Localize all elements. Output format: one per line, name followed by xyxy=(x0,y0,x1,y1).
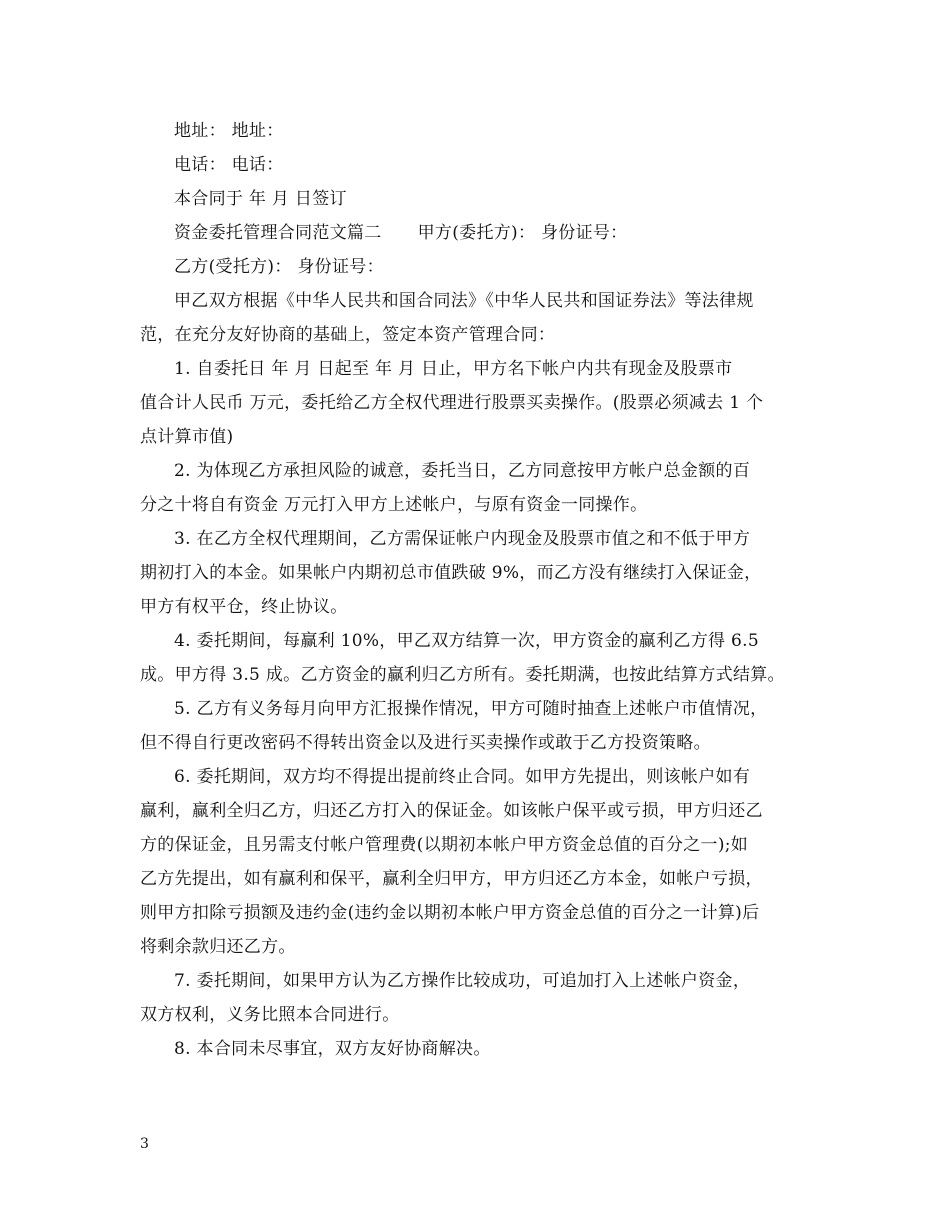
clause-6-line-4: 乙方先提出，如有赢利和保平，赢利全归甲方，甲方归还乙方本金，如帐户亏损， xyxy=(140,869,763,889)
clause-3-line-1: 3. 在乙方全权代理期间，乙方需保证帐户内现金及股票市值之和不低于甲方 xyxy=(174,529,751,549)
section-title-line xyxy=(140,216,812,250)
clause-3-line-2: 期初打入的本金。如果帐户内期初总市值跌破 9%，而乙方没有继续打入保证金， xyxy=(140,563,762,583)
clause-5-line-1: 5. 乙方有义务每月向甲方汇报操作情况，甲方可随时抽查上述帐户市值情况， xyxy=(174,699,768,719)
party-a-label: 甲方(委托方)： 身份证号： xyxy=(417,223,628,243)
clause-1-line-3: 点计算市值) xyxy=(140,427,234,447)
clause-8-line-1: 8. 本合同未尽事宜，双方友好协商解决。 xyxy=(174,1039,491,1059)
clause-6-line-5: 则甲方扣除亏损额及违约金(违约金以期初本帐户甲方资金总值的百分之一计算)后 xyxy=(140,903,760,923)
intro-line-1: 甲乙双方根据《中华人民共和国合同法》《中华人民共和国证券法》等法律规 xyxy=(174,291,754,311)
clause-6-line-1: 6. 委托期间，双方均不得提出提前终止合同。如甲方先提出，则该帐户如有 xyxy=(174,767,751,787)
phone-line: 电话： 电话： xyxy=(174,155,284,175)
clause-7-line-1: 7. 委托期间，如果甲方认为乙方操作比较成功，可追加打入上述帐户资金， xyxy=(174,971,751,991)
clause-6-line-2: 赢利，赢利全归乙方，归还乙方打入的保证金。如该帐户保平或亏损，甲方归还乙 xyxy=(140,801,763,821)
page-number: 3 xyxy=(140,1136,149,1152)
address-line: 地址： 地址： xyxy=(174,121,284,141)
clause-3-line-3: 甲方有权平仓，终止协议。 xyxy=(140,597,348,617)
clause-1-line-2: 值合计人民币 万元，委托给乙方全权代理进行股票买卖操作。(股票必须减去 1 个 xyxy=(140,393,764,413)
signed-date-line: 本合同于 年 月 日签订 xyxy=(174,189,347,209)
section-title: 资金委托管理合同范文篇二 xyxy=(174,223,382,243)
clause-1-line-1: 1. 自委托日 年 月 日起至 年 月 日止，甲方名下帐户内共有现金及股票市 xyxy=(174,359,733,379)
clause-7-line-2: 双方权利，义务比照本合同进行。 xyxy=(140,1005,400,1025)
clause-6-line-3: 方的保证金，且另需支付帐户管理费(以期初本帐户甲方资金总值的百分之一);如 xyxy=(140,835,749,855)
intro-line-2: 范，在充分友好协商的基础上，签定本资产管理合同： xyxy=(140,325,556,345)
clause-4-line-2: 成。甲方得 3.5 成。乙方资金的赢利归乙方所有。委托期满，也按此结算方式结算。 xyxy=(140,665,785,685)
clause-6-line-6: 将剩余款归还乙方。 xyxy=(140,937,296,957)
contract-body xyxy=(140,114,812,1066)
clause-4-line-1: 4. 委托期间，每赢利 10%，甲乙双方结算一次，甲方资金的赢利乙方得 6.5 xyxy=(174,631,759,651)
party-b-line: 乙方(受托方)： 身份证号： xyxy=(174,257,384,277)
clause-2-line-1: 2. 为体现乙方承担风险的诚意，委托当日，乙方同意按甲方帐户总金额的百 xyxy=(174,461,751,481)
clause-5-line-2: 但不得自行更改密码不得转出资金以及进行买卖操作或敢于乙方投资策略。 xyxy=(140,733,711,753)
clause-2-line-2: 分之十将自有资金 万元打入甲方上述帐户，与原有资金一同操作。 xyxy=(140,495,648,515)
